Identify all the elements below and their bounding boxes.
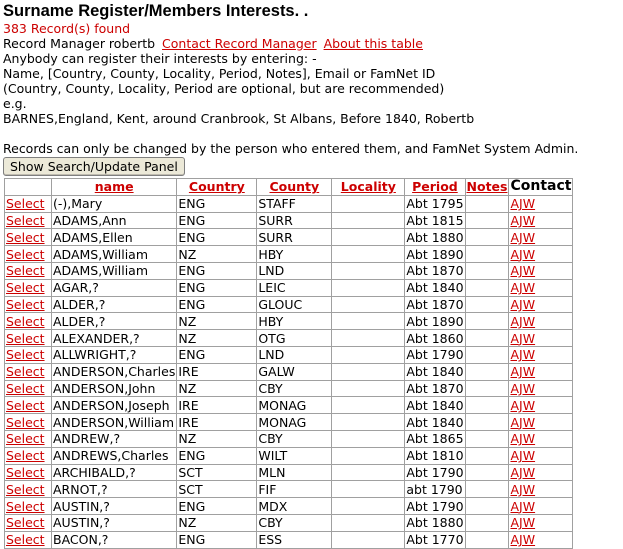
contact-link[interactable]: AJW (510, 481, 536, 497)
contact-link[interactable]: AJW (510, 212, 536, 228)
select-cell[interactable] (5, 262, 52, 279)
select-cell[interactable] (5, 212, 52, 229)
contact-cell[interactable] (509, 531, 573, 548)
select-link[interactable]: Select (6, 229, 45, 245)
locality-cell (332, 498, 405, 515)
select-link[interactable]: Select (6, 464, 45, 480)
locality-cell (332, 229, 405, 246)
country-column-header[interactable] (177, 179, 257, 196)
contact-link[interactable]: AJW (510, 448, 536, 464)
about-table-link[interactable]: About this table (323, 36, 423, 51)
contact-link[interactable]: AJW (510, 313, 536, 329)
records-found: 383 Record(s) found (3, 21, 131, 36)
locality-cell (332, 514, 405, 531)
contact-link[interactable]: AJW (510, 380, 536, 396)
table-row (5, 430, 573, 447)
select-cell[interactable] (5, 430, 52, 447)
contact-cell[interactable] (509, 397, 573, 414)
locality-cell (332, 363, 405, 380)
contact-link[interactable]: AJW (510, 229, 536, 245)
select-link[interactable]: Select (6, 431, 45, 447)
county-cell: LEIC (257, 279, 332, 296)
notes-column-header[interactable] (465, 179, 509, 196)
contact-link[interactable]: AJW (510, 464, 536, 480)
name-cell: AUSTIN,? (52, 514, 177, 531)
country-cell: ENG (177, 296, 257, 313)
country-cell: ENG (177, 498, 257, 515)
sort-by-country-link[interactable]: Country (188, 179, 245, 195)
notes-cell (465, 279, 509, 296)
contact-cell[interactable] (509, 414, 573, 431)
contact-link[interactable]: AJW (510, 431, 536, 447)
contact-cell[interactable] (509, 514, 573, 531)
contact-cell[interactable] (509, 464, 573, 481)
name-cell: ALDER,? (52, 296, 177, 313)
name-cell: ADAMS,William (52, 262, 177, 279)
contact-link[interactable]: AJW (510, 414, 536, 430)
name-cell: (-),Mary (52, 195, 177, 212)
county-cell: GLOUC (257, 296, 332, 313)
country-cell: NZ (177, 330, 257, 347)
notes-cell (465, 313, 509, 330)
select-link[interactable]: Select (6, 263, 45, 279)
record-manager-line (3, 36, 623, 51)
instruction-line: Name, [Country, County, Locality, Period, Notes], Email or FamNet ID (3, 66, 436, 81)
select-cell[interactable] (5, 313, 52, 330)
county-cell: MDX (257, 498, 332, 515)
period-column-header[interactable] (405, 179, 465, 196)
county-column-header[interactable] (257, 179, 332, 196)
period-cell: abt 1790 (405, 481, 465, 498)
contact-cell[interactable] (509, 430, 573, 447)
locality-cell (332, 296, 405, 313)
select-cell[interactable] (5, 246, 52, 263)
contact-link[interactable]: AJW (510, 246, 536, 262)
table-row (5, 380, 573, 397)
contact-cell[interactable] (509, 346, 573, 363)
select-cell[interactable] (5, 195, 52, 212)
locality-cell (332, 380, 405, 397)
edit-permission-note: Records can only be changed by the person who entered them, and FamNet System Admin. (3, 141, 579, 156)
notes-cell (465, 430, 509, 447)
name-cell: ANDERSON,Joseph (52, 397, 177, 414)
instruction-line: e.g. (3, 96, 27, 111)
name-cell: ADAMS,Ellen (52, 229, 177, 246)
name-cell: ANDREW,? (52, 430, 177, 447)
table-row (5, 514, 573, 531)
period-cell: Abt 1840 (406, 280, 464, 296)
select-link[interactable]: Select (6, 196, 45, 212)
country-cell: NZ (177, 380, 257, 397)
select-cell[interactable] (5, 279, 52, 296)
select-cell[interactable] (5, 380, 52, 397)
select-link[interactable]: Select (6, 296, 45, 312)
select-link[interactable]: Select (6, 532, 45, 548)
period-cell: Abt 1840 (406, 414, 464, 430)
locality-cell (332, 531, 405, 548)
period-cell: Abt 1795 (406, 196, 464, 212)
contact-cell[interactable] (509, 330, 573, 347)
county-cell: CBY (257, 514, 332, 531)
contact-link[interactable]: AJW (510, 364, 536, 380)
select-link[interactable]: Select (6, 515, 45, 531)
name-cell: ARNOT,? (52, 481, 177, 498)
name-cell: ADAMS,William (52, 246, 177, 263)
contact-link[interactable]: AJW (510, 532, 536, 548)
contact-cell[interactable] (509, 212, 573, 229)
country-cell: SCT (177, 481, 257, 498)
instruction-line: (Country, County, Locality, Period are optional, but are recommended) (3, 81, 445, 96)
country-cell: SCT (177, 464, 257, 481)
country-cell: ENG (177, 447, 257, 464)
locality-cell (332, 430, 405, 447)
name-cell: AGAR,? (52, 279, 177, 296)
sort-by-locality-link[interactable]: Locality (340, 179, 396, 195)
instruction-example: BARNES,England, Kent, around Cranbrook, St Albans, Before 1840, Robertb (3, 111, 475, 126)
contact-column-header: Contact (510, 178, 572, 195)
select-link[interactable]: Select (6, 414, 45, 430)
notes-cell (465, 447, 509, 464)
locality-cell (332, 414, 405, 431)
select-column-header (5, 179, 52, 196)
select-link[interactable]: Select (6, 364, 45, 380)
name-column-header[interactable] (52, 179, 177, 196)
select-link[interactable]: Select (6, 481, 45, 497)
notes-cell (465, 397, 509, 414)
county-cell: MONAG (257, 414, 332, 431)
locality-cell (332, 330, 405, 347)
select-cell[interactable] (5, 531, 52, 548)
notes-cell (465, 195, 509, 212)
county-cell: ESS (257, 531, 332, 548)
members-interests-table (4, 178, 573, 549)
contact-cell[interactable] (509, 380, 573, 397)
name-cell: ALLWRIGHT,? (52, 346, 177, 363)
contact-cell[interactable] (509, 363, 573, 380)
sort-by-notes-link[interactable]: Notes (466, 179, 508, 195)
country-cell: ENG (177, 229, 257, 246)
sort-by-name-link[interactable]: name (94, 179, 134, 195)
county-cell: CBY (257, 380, 332, 397)
contact-cell[interactable] (509, 229, 573, 246)
select-link[interactable]: Select (6, 448, 45, 464)
table-row (5, 262, 573, 279)
period-cell: Abt 1790 (406, 464, 464, 480)
notes-cell (465, 296, 509, 313)
table-row (5, 481, 573, 498)
country-cell: IRE (177, 414, 257, 431)
select-link[interactable]: Select (6, 397, 45, 413)
period-cell: Abt 1790 (406, 347, 464, 363)
notes-cell (465, 330, 509, 347)
locality-cell (332, 313, 405, 330)
notes-cell (465, 229, 509, 246)
country-cell: IRE (177, 363, 257, 380)
table-row (5, 531, 573, 548)
notes-cell (465, 514, 509, 531)
contact-cell[interactable] (509, 313, 573, 330)
select-link[interactable]: Select (6, 280, 45, 296)
locality-cell (332, 397, 405, 414)
county-cell: MLN (257, 464, 332, 481)
table-row (5, 330, 573, 347)
county-cell: HBY (257, 246, 332, 263)
notes-cell (465, 246, 509, 263)
notes-cell (465, 481, 509, 498)
locality-cell (332, 246, 405, 263)
country-cell: ENG (177, 531, 257, 548)
select-cell[interactable] (5, 414, 52, 431)
contact-link[interactable]: AJW (510, 498, 536, 514)
contact-cell[interactable] (509, 246, 573, 263)
locality-cell (332, 279, 405, 296)
table-row (5, 464, 573, 481)
contact-link[interactable]: AJW (510, 196, 536, 212)
table-row (5, 279, 573, 296)
table-row (5, 313, 573, 330)
table-row (5, 397, 573, 414)
table-row (5, 246, 573, 263)
locality-cell (332, 447, 405, 464)
sort-by-county-link[interactable]: County (269, 179, 320, 195)
instruction-line: Anybody can register their interests by entering: - (3, 51, 317, 66)
select-cell[interactable] (5, 481, 52, 498)
contact-cell[interactable] (509, 279, 573, 296)
locality-cell (332, 481, 405, 498)
country-cell: ENG (177, 346, 257, 363)
select-link[interactable]: Select (6, 313, 45, 329)
contact-cell[interactable] (509, 498, 573, 515)
name-cell: ANDREWS,Charles (52, 447, 177, 464)
locality-cell (332, 212, 405, 229)
period-cell: Abt 1870 (406, 296, 464, 312)
country-cell: NZ (177, 430, 257, 447)
select-cell[interactable] (5, 447, 52, 464)
county-cell: WILT (257, 447, 332, 464)
county-cell: GALW (257, 363, 332, 380)
contact-record-manager-link[interactable]: Contact Record Manager (162, 36, 317, 51)
county-cell: LND (257, 262, 332, 279)
period-cell: Abt 1810 (406, 448, 464, 464)
notes-cell (465, 498, 509, 515)
period-cell: Abt 1840 (406, 364, 464, 380)
period-cell: Abt 1840 (406, 397, 464, 413)
notes-cell (465, 464, 509, 481)
select-link[interactable]: Select (6, 212, 45, 228)
name-cell: ANDERSON,William (52, 414, 177, 431)
show-search-update-panel-button[interactable]: Show Search/Update Panel (3, 157, 185, 176)
select-cell[interactable] (5, 330, 52, 347)
county-cell: SURR (257, 212, 332, 229)
table-row (5, 447, 573, 464)
contact-cell[interactable] (509, 262, 573, 279)
contact-cell[interactable] (509, 195, 573, 212)
name-cell: ARCHIBALD,? (52, 464, 177, 481)
name-cell: ALDER,? (52, 313, 177, 330)
period-cell: Abt 1880 (406, 229, 464, 245)
contact-cell[interactable] (509, 296, 573, 313)
country-cell: ENG (177, 195, 257, 212)
contact-cell[interactable] (509, 447, 573, 464)
period-cell: Abt 1860 (406, 330, 464, 346)
country-cell: NZ (177, 514, 257, 531)
notes-cell (465, 414, 509, 431)
select-cell[interactable] (5, 514, 52, 531)
country-cell: ENG (177, 212, 257, 229)
contact-link[interactable]: AJW (510, 515, 536, 531)
county-cell: LND (257, 346, 332, 363)
notes-cell (465, 346, 509, 363)
table-row (5, 296, 573, 313)
period-cell: Abt 1890 (406, 246, 464, 262)
table-row (5, 414, 573, 431)
select-cell[interactable] (5, 464, 52, 481)
select-link[interactable]: Select (6, 380, 45, 396)
locality-cell (332, 346, 405, 363)
locality-cell (332, 464, 405, 481)
table-row (5, 229, 573, 246)
period-cell: Abt 1890 (406, 313, 464, 329)
notes-cell (465, 363, 509, 380)
notes-cell (465, 380, 509, 397)
period-cell: Abt 1880 (406, 515, 464, 531)
locality-cell (332, 262, 405, 279)
select-cell[interactable] (5, 363, 52, 380)
county-cell: HBY (257, 313, 332, 330)
name-cell: ANDERSON,John (52, 380, 177, 397)
county-cell: STAFF (257, 195, 332, 212)
select-cell[interactable] (5, 296, 52, 313)
name-cell: ADAMS,Ann (52, 212, 177, 229)
contact-cell[interactable] (509, 481, 573, 498)
locality-cell (332, 195, 405, 212)
table-header-row (5, 179, 573, 196)
country-cell: IRE (177, 397, 257, 414)
county-cell: SURR (257, 229, 332, 246)
period-cell: Abt 1815 (406, 212, 464, 228)
select-link[interactable]: Select (6, 330, 45, 346)
select-link[interactable]: Select (6, 347, 45, 363)
select-link[interactable]: Select (6, 246, 45, 262)
table-row (5, 195, 573, 212)
country-cell: NZ (177, 313, 257, 330)
select-cell[interactable] (5, 498, 52, 515)
select-cell[interactable] (5, 229, 52, 246)
notes-cell (465, 262, 509, 279)
notes-cell (465, 531, 509, 548)
notes-cell (465, 212, 509, 229)
county-cell: OTG (257, 330, 332, 347)
contact-link[interactable]: AJW (510, 330, 536, 346)
period-cell: Abt 1870 (406, 380, 464, 396)
record-manager-label: Record Manager robertb (3, 36, 156, 51)
select-link[interactable]: Select (6, 498, 45, 514)
contact-link[interactable]: AJW (510, 296, 536, 312)
country-cell: ENG (177, 262, 257, 279)
country-cell: NZ (177, 246, 257, 263)
county-cell: MONAG (257, 397, 332, 414)
period-cell: Abt 1770 (406, 532, 464, 548)
table-body (5, 195, 573, 548)
table-row (5, 363, 573, 380)
name-cell: AUSTIN,? (52, 498, 177, 515)
sort-by-period-link[interactable]: Period (412, 179, 458, 195)
page-title: Surname Register/Members Interests. . (3, 2, 309, 20)
county-cell: FIF (257, 481, 332, 498)
period-cell: Abt 1870 (406, 263, 464, 279)
period-cell: Abt 1865 (406, 431, 464, 447)
name-cell: ANDERSON,Charles (53, 364, 176, 380)
select-cell[interactable] (5, 346, 52, 363)
name-cell: BACON,? (52, 531, 177, 548)
contact-link[interactable]: AJW (510, 263, 536, 279)
locality-column-header[interactable] (332, 179, 405, 196)
name-cell: ALEXANDER,? (52, 330, 177, 347)
contact-link[interactable]: AJW (510, 280, 536, 296)
table-row (5, 346, 573, 363)
table-row (5, 212, 573, 229)
table-row (5, 498, 573, 515)
select-cell[interactable] (5, 397, 52, 414)
country-cell: ENG (177, 279, 257, 296)
contact-link[interactable]: AJW (510, 397, 536, 413)
contact-link[interactable]: AJW (510, 347, 536, 363)
period-cell: Abt 1790 (406, 498, 464, 514)
county-cell: CBY (257, 430, 332, 447)
